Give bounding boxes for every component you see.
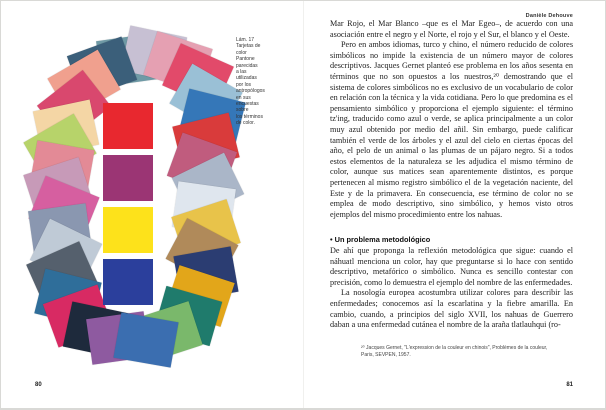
blue-swatch xyxy=(103,259,153,305)
color-card xyxy=(113,312,178,367)
page-number: 80 xyxy=(35,382,42,388)
paragraph: Mar Rojo, el Mar Blanco –que es el Mar Egeo–, de acuerdo con una asociación entre el negro y el Norte, el rojo y el Sur, el blanco y el Oeste. xyxy=(330,19,573,39)
pantone-cards-figure xyxy=(27,31,233,363)
figure-caption: Lám. 17 Tarjetas de color Pantone parecidas a las utilizadas por los antropólogos en sus encuestas sobre los términos de color. xyxy=(236,37,265,127)
body-text xyxy=(330,19,573,220)
section-heading: • Un problema metodológico xyxy=(330,235,431,244)
page-number: 81 xyxy=(566,382,573,388)
footnote: ²⁰ Jacques Gernet, "L'expression de la couleur en chinois", Problèmes de la couleur, Paris, SEVPEN, 1957. xyxy=(361,345,548,358)
book-spread xyxy=(1,1,605,408)
right-page xyxy=(304,1,606,408)
yellow-swatch xyxy=(103,207,153,253)
paragraph: La nosología europea acostumbra utilizar colores para describir las enfermedades; conocemos así la escarlatina y la fiebre amarilla. En cambio, cuando, a principios del siglo XVII, los nahuas de Guerrero daban a una enfermedad cutánea el nombre de la araña tlatlauhqui (ro- xyxy=(330,288,573,330)
left-page xyxy=(1,1,303,408)
paragraph: Pero en ambos idiomas, turco y chino, el número reducido de colores simbólicos no impide la existencia de un número mayor de colores descriptivos. Jacques Gernet planteó ese problema en los años sesenta en términos que no son opuestos a los nuestros,²⁰ demostrando que el sistema de colores simbólicos no es exclusivo de un vocabulario de color en relación con la técnica y la vida cotidiana. Pero lo que predomina es el pensamiento simbólico y proporciona el ejemplo siguiente: el término tz'ing, traducido como azul o verde, se aplica principalmente a un color muy azul obtenido por medio del añil. Sin embargo, puede calificar también el verde de los árboles y el azul del cielo en ciertas épocas del año, el pelo de un animal o las plumas de un pájaro negro. Si a todos estos elementos de la naturaleza se les adjudica el mismo término de color, aunque sus matices sean aparentemente distintos, es porque pertenecen al mismo registro simbólico el de la vegetación naciente, del Este y de la primavera. En consecuencia, ese término de color no se emplea de modo descriptivo, sino simbólico, y hemos visto otros ejemplos del mismo procedimiento entre los nahuas. xyxy=(330,40,573,219)
purple-swatch xyxy=(103,155,153,201)
section-text xyxy=(330,246,573,331)
paragraph: De ahí que proponga la reflexión metodológica que sigue: cuando el náhuatl menciona un color, hay que preguntarse si lo hace con sentido descriptivo, metafórico o simbólico. Nunca es sencillo contestar con precisión, como lo demuestra el ejemplo del nombre de las enfermedades. xyxy=(330,246,573,287)
red-swatch xyxy=(103,103,153,149)
running-head: Danièle Dehouve xyxy=(525,13,573,19)
